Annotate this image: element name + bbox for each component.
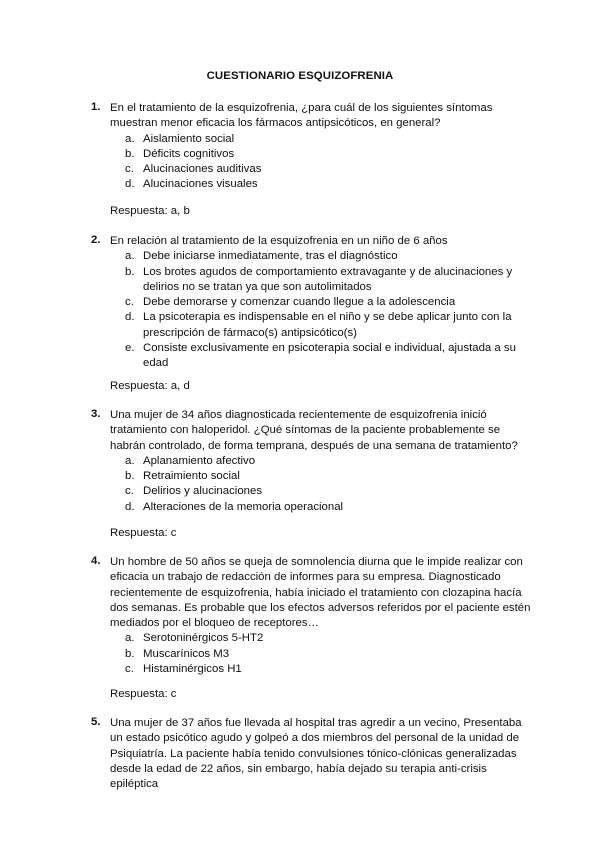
option-letter: d. bbox=[125, 311, 135, 324]
option-item bbox=[125, 469, 531, 484]
option-text: Debe iniciarse inmediatamente, tras el diagnóstico bbox=[143, 250, 398, 263]
option-item bbox=[125, 500, 531, 515]
option-text: Alteraciones de la memoria operacional bbox=[143, 500, 344, 513]
option-item bbox=[125, 177, 531, 192]
option-text: Aplanamiento afectivo bbox=[143, 454, 256, 467]
option-letter: d. bbox=[125, 178, 135, 191]
document-title: CUESTIONARIO ESQUIZOFRENIA bbox=[206, 70, 394, 82]
option-letter: b. bbox=[125, 265, 135, 278]
question-text: Una mujer de 34 años diagnosticada recientemente de esquizofrenia inició tratamiento con haloperidol. ¿Qué síntomas de la paciente probablemente se habrán controlado, de forma temprana, después de una semana de tratamiento? bbox=[110, 409, 518, 452]
option-letter: e. bbox=[125, 342, 135, 355]
option-text: Alucinaciones visuales bbox=[143, 178, 258, 191]
option-item bbox=[125, 249, 531, 264]
option-text: Debe demorarse y comenzar cuando llegue a la adolescencia bbox=[143, 296, 456, 309]
option-item bbox=[125, 631, 531, 646]
option-letter: a. bbox=[125, 454, 135, 467]
question-number: 2. bbox=[91, 234, 101, 246]
question-2 bbox=[91, 234, 531, 372]
option-item bbox=[125, 132, 531, 147]
option-item bbox=[125, 265, 531, 296]
question-number: 3. bbox=[91, 408, 101, 420]
options-list bbox=[125, 631, 531, 677]
option-item bbox=[125, 484, 531, 499]
option-letter: a. bbox=[125, 250, 135, 263]
option-text: Muscarínicos M3 bbox=[143, 647, 230, 660]
question-text: Un hombre de 50 años se queja de somnolencia diurna que le impide realizar con eficacia un trabajo de redacción de informes para su empresa. Diagnosticado recientemente de esquizofrenia, había iniciado el tratamiento con clozapina hacía dos semanas. Es probable que los efectos adversos referidos por el paciente estén mediados por el bloqueo de receptores… bbox=[110, 556, 531, 630]
option-letter: c. bbox=[125, 296, 134, 309]
question-4 bbox=[91, 555, 531, 677]
question-text: En relación al tratamiento de la esquizofrenia en un niño de 6 años bbox=[110, 235, 448, 247]
option-text: Histaminérgicos H1 bbox=[143, 663, 242, 676]
option-text: La psicoterapia es indispensable en el niño y se debe aplicar junto con la prescripción de fármaco(s) antipsicótico(s) bbox=[143, 311, 512, 339]
option-item bbox=[125, 341, 531, 372]
option-item bbox=[125, 454, 531, 469]
answer-3: Respuesta: c bbox=[110, 527, 177, 539]
option-text: Serotoninérgicos 5-HT2 bbox=[143, 632, 264, 645]
option-letter: c. bbox=[125, 163, 134, 176]
option-item bbox=[125, 162, 531, 177]
option-text: Delirios y alucinaciones bbox=[143, 485, 263, 498]
option-letter: b. bbox=[125, 147, 135, 160]
question-text: En el tratamiento de la esquizofrenia, ¿para cuál de los siguientes síntomas muestran menor eficacia los fármacos antipsicóticos, en general? bbox=[110, 102, 493, 130]
option-letter: b. bbox=[125, 470, 135, 483]
option-item bbox=[125, 295, 531, 310]
option-text: Los brotes agudos de comportamiento extravagante y de alucinaciones y delirios no se tratan ya que son autolimitados bbox=[143, 265, 513, 293]
question-5 bbox=[91, 716, 531, 792]
option-item bbox=[125, 647, 531, 662]
option-text: Déficits cognitivos bbox=[143, 147, 235, 160]
option-letter: d. bbox=[125, 500, 135, 513]
options-list bbox=[125, 132, 531, 193]
options-list bbox=[125, 454, 531, 515]
option-letter: a. bbox=[125, 132, 135, 145]
option-letter: b. bbox=[125, 647, 135, 660]
question-3 bbox=[91, 408, 531, 515]
option-item bbox=[125, 147, 531, 162]
options-list bbox=[125, 249, 531, 371]
answer-1: Respuesta: a, b bbox=[110, 205, 190, 217]
option-text: Consiste exclusivamente en psicoterapia social e individual, ajustada a su edad bbox=[143, 342, 516, 370]
question-1 bbox=[91, 101, 531, 193]
question-number: 5. bbox=[91, 716, 101, 728]
answer-2: Respuesta: a, d bbox=[110, 380, 190, 392]
question-number: 4. bbox=[91, 555, 101, 567]
option-letter: c. bbox=[125, 485, 134, 498]
option-item bbox=[125, 662, 531, 677]
option-item bbox=[125, 310, 531, 341]
option-letter: c. bbox=[125, 663, 134, 676]
answer-4: Respuesta: c bbox=[110, 688, 177, 700]
question-number: 1. bbox=[91, 101, 101, 113]
option-text: Aislamiento social bbox=[143, 132, 235, 145]
option-letter: a. bbox=[125, 632, 135, 645]
question-text: Una mujer de 37 años fue llevada al hospital tras agredir a un vecino, Presentaba un estado psicótico agudo y golpeó a dos miembros del personal de la unidad de Psiquiatría. La paciente había tenido convulsiones tónico-clónicas generalizadas desde la edad de 22 años, sin embargo, había dejado su terapia anti-crisis epiléptica bbox=[110, 717, 522, 791]
option-text: Retraimiento social bbox=[143, 470, 240, 483]
option-text: Alucinaciones auditivas bbox=[143, 163, 262, 176]
